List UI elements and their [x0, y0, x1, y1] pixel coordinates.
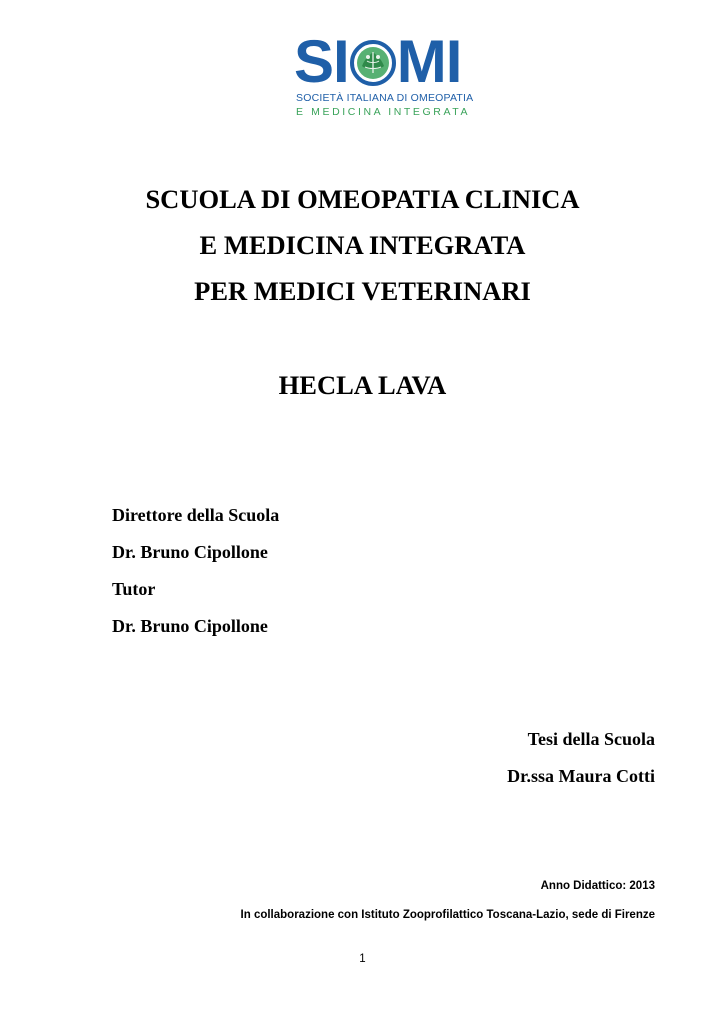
logo-letter: I [445, 28, 462, 95]
tutor-label: Tutor [112, 579, 156, 599]
logo-wordmark [294, 28, 462, 95]
thesis-info [507, 721, 655, 795]
logo-letter: M [396, 28, 446, 95]
academic-year: Anno Didattico: 2013 [540, 880, 655, 892]
page-number: 1 [359, 953, 366, 965]
thesis-label: Tesi della Scuola [527, 729, 655, 749]
director-label: Direttore della Scuola [112, 505, 280, 525]
thesis-author: Dr.ssa Maura Cotti [507, 766, 655, 786]
logo-society-name: SOCIETÀ ITALIANA DI OMEOPATIA [296, 92, 474, 104]
logo-society-subtitle: E MEDICINA INTEGRATA [296, 106, 471, 118]
school-title [0, 176, 725, 314]
staff-info [112, 497, 279, 645]
logo-letter: I [333, 28, 349, 95]
tutor-name: Dr. Bruno Cipollone [112, 616, 268, 636]
school-title-line: PER MEDICI VETERINARI [194, 276, 531, 306]
logo-letter: S [294, 28, 334, 95]
siomi-logo [294, 28, 479, 118]
director-name: Dr. Bruno Cipollone [112, 542, 268, 562]
thesis-subject [0, 362, 725, 408]
school-title-line: SCUOLA DI OMEOPATIA CLINICA [145, 184, 580, 214]
collaboration-note: In collaborazione con Istituto Zooprofilattico Toscana-Lazio, sede di Firenze [240, 909, 655, 921]
logo-emblem-icon [350, 40, 396, 86]
school-title-line: E MEDICINA INTEGRATA [199, 230, 526, 260]
thesis-subject-text: HECLA LAVA [278, 370, 447, 400]
